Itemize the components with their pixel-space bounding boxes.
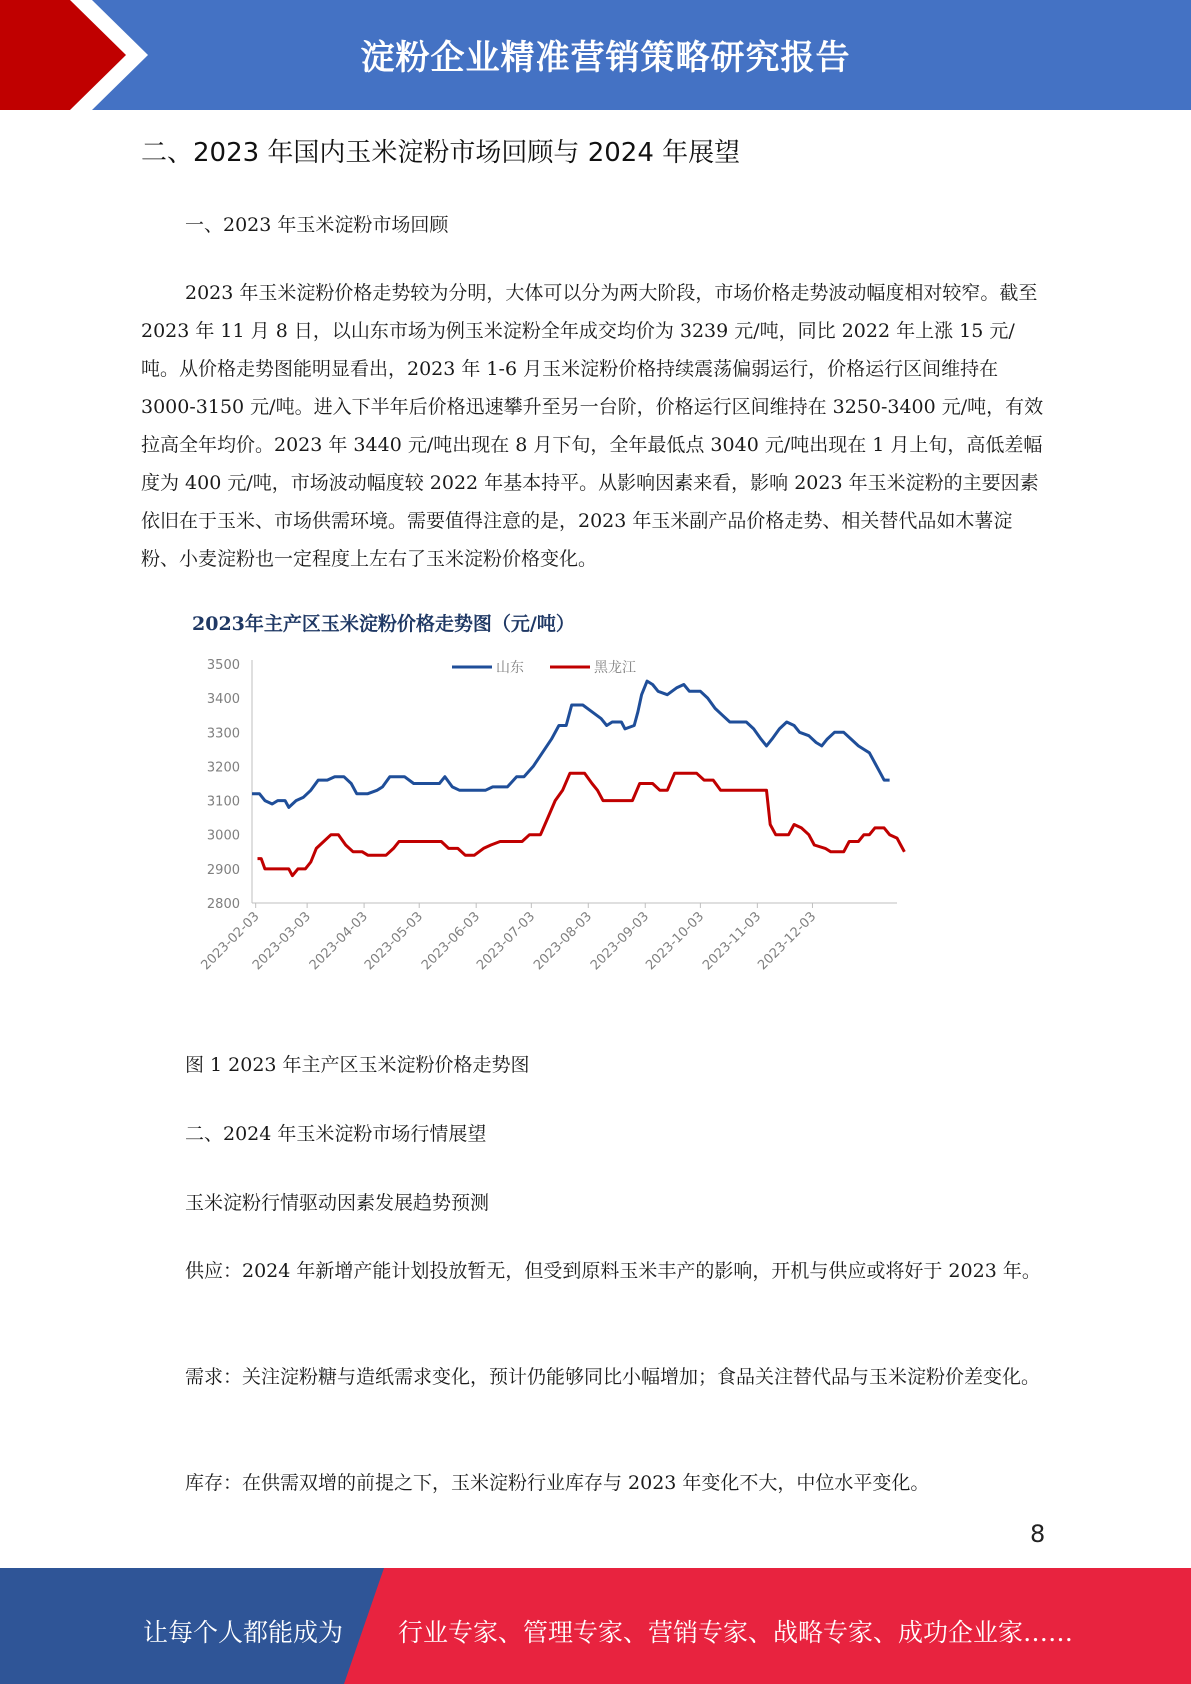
y-tick-label: 3200 [206,760,240,776]
x-tick-label: 2023-07-03 [474,909,539,974]
subsection-heading-outlook: 二、2024 年玉米淀粉市场行情展望 [185,1123,487,1145]
chart-legend [452,659,636,676]
y-tick-label: 3500 [206,658,240,673]
y-tick-label: 3000 [206,828,240,844]
x-tick-label: 2023-10-03 [643,909,708,974]
legend-label: 山东 [496,660,524,676]
y-axis [207,658,252,912]
x-tick-label: 2023-06-03 [418,909,484,974]
y-tick-label: 3100 [206,794,240,810]
x-tick-label: 2023-02-03 [198,909,263,974]
paragraph-review: 2023 年玉米淀粉价格走势较为分明，大体可以分为两大阶段，市场价格走势波动幅度相对较窄。截至 2023 年 11 月 8 日，以山东市场为例玉米淀粉全年成交均价为 3239 元/吨，同比 2022 年上涨 15 元/吨。从价格走势图能明显看出，2023 年 1-6 月玉米淀粉价格持续震荡偏弱运行，价格运行区间维持在 3000-3150 元/吨。进入下半年后价格迅速攀升至另一台阶，价格运行区间维持在 3250-3400 元/吨，有效拉高全年均价。2023 年 3440 元/吨出现在 8 月下旬，全年最低点 3040 元/吨出现在 1 月上旬，高低差幅度为 400 元/吨，市场波动幅度较 2022 年基本持平。从影响因素来看，影响 2023 年玉米淀粉的主要因素依旧在于玉米、市场供需环境。需要值得注意的是，2023 年玉米副产品价格走势、相关替代品如木薯淀粉、小麦淀粉也一定程度上左右了玉米淀粉价格变化。 [141,282,1044,570]
legend-label: 黑龙江 [594,660,636,676]
x-tick-label: 2023-08-03 [531,909,596,974]
x-tick-label: 2023-04-03 [306,909,371,974]
series-line-shandong [252,681,890,807]
section-title: 二、2023 年国内玉米淀粉市场回顾与 2024 年展望 [141,138,741,168]
figure-caption: 图 1 2023 年主产区玉米淀粉价格走势图 [185,1054,530,1076]
paragraph-supply: 供应：2024 年新增产能计划投放暂无，但受到原料玉米丰产的影响，开机与供应或将好于 2023 年。 [185,1260,1041,1282]
footer-banner [0,1568,1191,1684]
footer-slogan-right: 行业专家、管理专家、营销专家、战略专家、成功企业家…… [398,1618,1074,1647]
y-tick-label: 3400 [206,692,240,708]
x-tick-label: 2023-09-03 [588,909,653,974]
footer-slogan-left: 让每个人都能成为 [143,1618,344,1647]
paragraph-demand: 需求：关注淀粉糖与造纸需求变化，预计仍能够同比小幅增加；食品关注替代品与玉米淀粉价差变化。 [185,1366,1041,1388]
x-tick-label: 2023-05-03 [362,909,427,974]
x-tick-label: 2023-12-03 [755,909,820,974]
series-layer [252,681,904,876]
page-number: 8 [1030,1520,1046,1548]
subsection-heading-review: 一、2023 年玉米淀粉市场回顾 [185,214,449,236]
x-tick-label: 2023-11-03 [700,909,765,974]
report-title: 淀粉企业精准营销策略研究报告 [360,38,851,78]
subsection-heading-drivers: 玉米淀粉行情驱动因素发展趋势预测 [185,1192,490,1214]
y-tick-label: 3300 [206,726,240,742]
price-trend-chart [180,608,920,1008]
header-banner [0,0,1191,110]
x-axis [198,903,897,973]
y-tick-label: 2800 [206,897,240,912]
chart-title: 2023年主产区玉米淀粉价格走势图（元/吨） [192,613,575,635]
x-tick-label: 2023-03-03 [249,909,314,974]
y-tick-label: 2900 [206,862,240,878]
paragraph-stock: 库存：在供需双增的前提之下，玉米淀粉行业库存与 2023 年变化不大，中位水平变化。 [185,1472,930,1494]
